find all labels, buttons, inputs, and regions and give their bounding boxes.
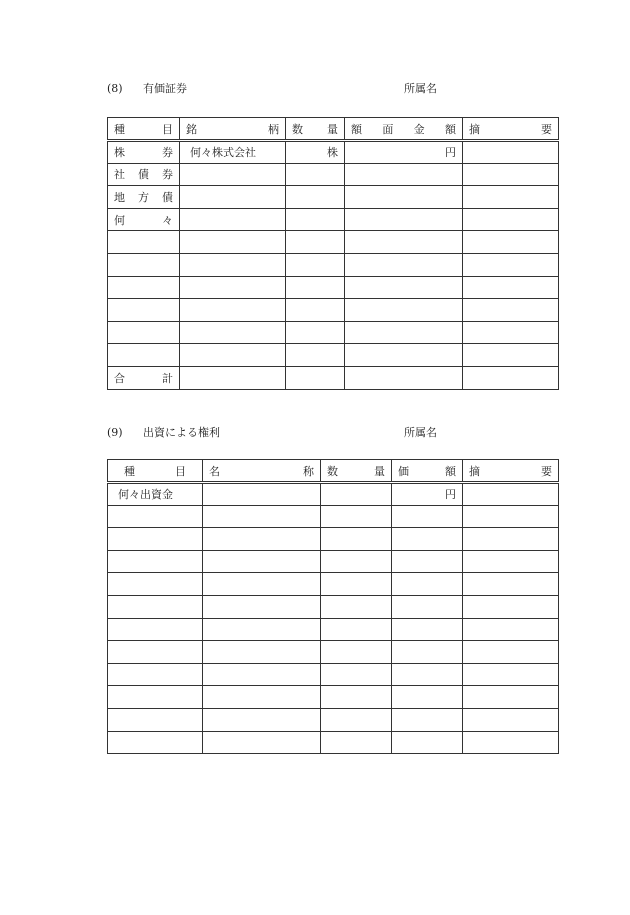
type-cell — [108, 253, 180, 276]
type-cell — [108, 231, 180, 254]
note-cell[interactable] — [463, 344, 559, 367]
note-cell[interactable] — [463, 663, 559, 686]
table-row — [108, 483, 559, 506]
table-row — [108, 505, 559, 528]
quantity-cell[interactable] — [321, 663, 392, 686]
note-cell[interactable] — [463, 641, 559, 664]
quantity-cell[interactable] — [321, 641, 392, 664]
note-cell[interactable] — [463, 483, 559, 506]
brand-cell[interactable] — [180, 253, 286, 276]
name-cell[interactable] — [203, 550, 321, 573]
type-cell[interactable] — [108, 618, 203, 641]
note-cell[interactable] — [463, 595, 559, 618]
type-cell-char: 合 — [114, 371, 125, 385]
type-cell — [108, 344, 180, 367]
quantity-cell[interactable] — [286, 344, 345, 367]
table-row — [108, 708, 559, 731]
note-cell[interactable] — [463, 321, 559, 344]
type-cell[interactable] — [108, 663, 203, 686]
value-cell[interactable] — [392, 641, 463, 664]
section-8-number: (8) — [107, 82, 123, 95]
type-cell-char: 何 — [114, 213, 125, 227]
type-cell[interactable] — [108, 550, 203, 573]
note-cell[interactable] — [463, 163, 559, 186]
section-9-number: (9) — [107, 426, 123, 439]
type-cell[interactable] — [108, 595, 203, 618]
quantity-cell[interactable] — [321, 595, 392, 618]
face-value-cell[interactable] — [345, 231, 463, 254]
quantity-cell[interactable] — [286, 231, 345, 254]
type-cell[interactable] — [108, 528, 203, 551]
name-cell[interactable] — [203, 483, 321, 506]
quantity-cell[interactable] — [321, 618, 392, 641]
name-cell[interactable] — [203, 595, 321, 618]
value-cell[interactable] — [392, 618, 463, 641]
header-face-value-char: 面 — [382, 122, 394, 136]
section-8-dept-label: 所属名 — [404, 82, 437, 95]
table-row — [108, 663, 559, 686]
header-name-char: 名 — [209, 464, 220, 478]
face-value-cell[interactable] — [345, 253, 463, 276]
securities-table — [107, 117, 559, 390]
section-9-dept-label: 所属名 — [404, 426, 437, 439]
type-cell[interactable] — [108, 505, 203, 528]
name-cell[interactable] — [203, 573, 321, 596]
quantity-cell[interactable] — [286, 253, 345, 276]
header-note — [463, 118, 559, 141]
type-cell-char: 方 — [138, 190, 149, 204]
header-quantity-char: 量 — [374, 464, 385, 478]
name-cell[interactable] — [203, 686, 321, 709]
table-row — [108, 573, 559, 596]
header-type — [108, 460, 203, 483]
brand-cell[interactable] — [180, 163, 286, 186]
quantity-cell[interactable] — [286, 186, 345, 209]
note-cell[interactable] — [463, 686, 559, 709]
type-cell — [108, 366, 180, 389]
value-cell[interactable] — [392, 550, 463, 573]
note-cell[interactable] — [463, 299, 559, 322]
type-cell-char: 債 — [138, 168, 149, 182]
table-row — [108, 528, 559, 551]
table-row — [108, 731, 559, 754]
table-row — [108, 321, 559, 344]
type-cell[interactable] — [108, 708, 203, 731]
note-cell[interactable] — [463, 618, 559, 641]
header-note — [463, 460, 559, 483]
table-row — [108, 618, 559, 641]
header-value — [392, 460, 463, 483]
quantity-cell[interactable] — [286, 299, 345, 322]
note-cell[interactable] — [463, 573, 559, 596]
value-cell[interactable] — [392, 686, 463, 709]
face-value-cell[interactable] — [345, 366, 463, 389]
type-cell-char: 券 — [162, 146, 173, 160]
brand-cell[interactable] — [180, 321, 286, 344]
quantity-cell[interactable] — [321, 483, 392, 506]
face-value-cell[interactable] — [345, 276, 463, 299]
type-cell — [108, 321, 180, 344]
section-8-title: 有価証券 — [143, 82, 187, 95]
quantity-cell[interactable] — [286, 163, 345, 186]
header-type — [108, 118, 180, 141]
value-cell[interactable] — [392, 505, 463, 528]
table-row — [108, 231, 559, 254]
note-cell[interactable] — [463, 231, 559, 254]
quantity-cell[interactable] — [321, 708, 392, 731]
note-cell[interactable] — [463, 208, 559, 231]
header-note-char: 摘 — [469, 464, 480, 478]
investment-rights-table — [107, 459, 559, 754]
header-note-char: 要 — [541, 464, 552, 478]
header-face-value — [345, 118, 463, 141]
section-9-title: 出資による権利 — [143, 426, 220, 439]
table-row — [108, 550, 559, 573]
name-cell[interactable] — [203, 528, 321, 551]
header-name — [203, 460, 321, 483]
note-cell[interactable] — [463, 731, 559, 754]
quantity-cell[interactable] — [321, 573, 392, 596]
value-cell[interactable] — [392, 528, 463, 551]
type-cell — [108, 186, 180, 209]
quantity-cell[interactable] — [286, 366, 345, 389]
face-value-cell[interactable] — [345, 163, 463, 186]
header-note-char: 要 — [541, 122, 552, 136]
quantity-cell[interactable] — [321, 505, 392, 528]
face-value-cell[interactable] — [345, 208, 463, 231]
type-cell — [108, 276, 180, 299]
type-cell[interactable] — [108, 731, 203, 754]
header-face-value-char: 額 — [444, 122, 456, 136]
table-row — [108, 186, 559, 209]
type-cell-char: 株 — [114, 146, 125, 160]
type-cell[interactable]: 何々出資金 — [108, 483, 203, 506]
face-value-cell[interactable]: 円 — [345, 141, 463, 164]
table-row — [108, 595, 559, 618]
type-cell-char: 債 — [162, 190, 173, 204]
header-value-char: 額 — [445, 464, 456, 478]
note-cell[interactable] — [463, 528, 559, 551]
note-cell[interactable] — [463, 186, 559, 209]
table-row — [108, 276, 559, 299]
value-cell[interactable] — [392, 663, 463, 686]
header-type-char: 目 — [162, 122, 173, 136]
header-name-char: 称 — [303, 464, 314, 478]
header-face-value-char: 金 — [413, 122, 425, 136]
brand-cell[interactable] — [180, 276, 286, 299]
header-brand — [180, 118, 286, 141]
brand-cell[interactable] — [180, 186, 286, 209]
name-cell[interactable] — [203, 731, 321, 754]
section-8-heading — [107, 80, 187, 96]
type-cell-char: 々 — [162, 213, 173, 227]
value-cell[interactable] — [392, 573, 463, 596]
type-cell-char: 地 — [114, 190, 125, 204]
value-cell[interactable] — [392, 708, 463, 731]
name-cell[interactable] — [203, 641, 321, 664]
quantity-cell[interactable] — [321, 550, 392, 573]
type-cell — [108, 299, 180, 322]
table-row — [108, 299, 559, 322]
value-cell[interactable] — [392, 731, 463, 754]
header-brand-char: 柄 — [268, 122, 279, 136]
quantity-cell[interactable] — [321, 528, 392, 551]
brand-cell[interactable] — [180, 344, 286, 367]
header-face-value-char: 額 — [351, 122, 362, 136]
table-row — [108, 141, 559, 164]
brand-cell[interactable] — [180, 231, 286, 254]
brand-cell[interactable]: 何々株式会社 — [180, 141, 286, 164]
header-type-char: 種 — [124, 464, 135, 478]
quantity-cell[interactable] — [286, 208, 345, 231]
note-cell[interactable] — [463, 505, 559, 528]
table-row — [108, 366, 559, 389]
brand-cell[interactable] — [180, 366, 286, 389]
name-cell[interactable] — [203, 708, 321, 731]
face-value-cell[interactable] — [345, 321, 463, 344]
note-cell[interactable] — [463, 708, 559, 731]
value-cell[interactable] — [392, 595, 463, 618]
quantity-cell[interactable] — [321, 686, 392, 709]
table-row — [108, 163, 559, 186]
type-cell[interactable] — [108, 573, 203, 596]
header-type-char: 種 — [114, 122, 125, 136]
table-row — [108, 208, 559, 231]
brand-cell[interactable] — [180, 208, 286, 231]
header-brand-char: 銘 — [186, 122, 197, 136]
header-value-char: 価 — [398, 464, 409, 478]
header-quantity-char: 数 — [292, 122, 303, 136]
section-9-heading — [107, 424, 220, 440]
value-cell[interactable]: 円 — [392, 483, 463, 506]
quantity-cell[interactable] — [286, 321, 345, 344]
face-value-cell[interactable] — [345, 299, 463, 322]
quantity-cell[interactable] — [321, 731, 392, 754]
type-cell[interactable] — [108, 641, 203, 664]
note-cell[interactable] — [463, 253, 559, 276]
note-cell[interactable] — [463, 366, 559, 389]
type-cell-char: 計 — [162, 371, 173, 385]
name-cell[interactable] — [203, 505, 321, 528]
header-quantity — [286, 118, 345, 141]
type-cell — [108, 141, 180, 164]
note-cell[interactable] — [463, 550, 559, 573]
quantity-cell[interactable]: 株 — [286, 141, 345, 164]
header-note-char: 摘 — [469, 122, 480, 136]
quantity-cell[interactable] — [286, 276, 345, 299]
table-row — [108, 253, 559, 276]
table-row — [108, 641, 559, 664]
brand-cell[interactable] — [180, 299, 286, 322]
table-row — [108, 686, 559, 709]
type-cell-char: 社 — [114, 168, 125, 182]
name-cell[interactable] — [203, 663, 321, 686]
name-cell[interactable] — [203, 618, 321, 641]
type-cell — [108, 163, 180, 186]
type-cell — [108, 208, 180, 231]
note-cell[interactable] — [463, 141, 559, 164]
header-type-char: 目 — [175, 464, 186, 478]
face-value-cell[interactable] — [345, 186, 463, 209]
header-quantity-char: 数 — [327, 464, 338, 478]
table-row — [108, 344, 559, 367]
header-quantity — [321, 460, 392, 483]
note-cell[interactable] — [463, 276, 559, 299]
header-quantity-char: 量 — [327, 122, 338, 136]
type-cell-char: 券 — [162, 168, 173, 182]
face-value-cell[interactable] — [345, 344, 463, 367]
type-cell[interactable] — [108, 686, 203, 709]
